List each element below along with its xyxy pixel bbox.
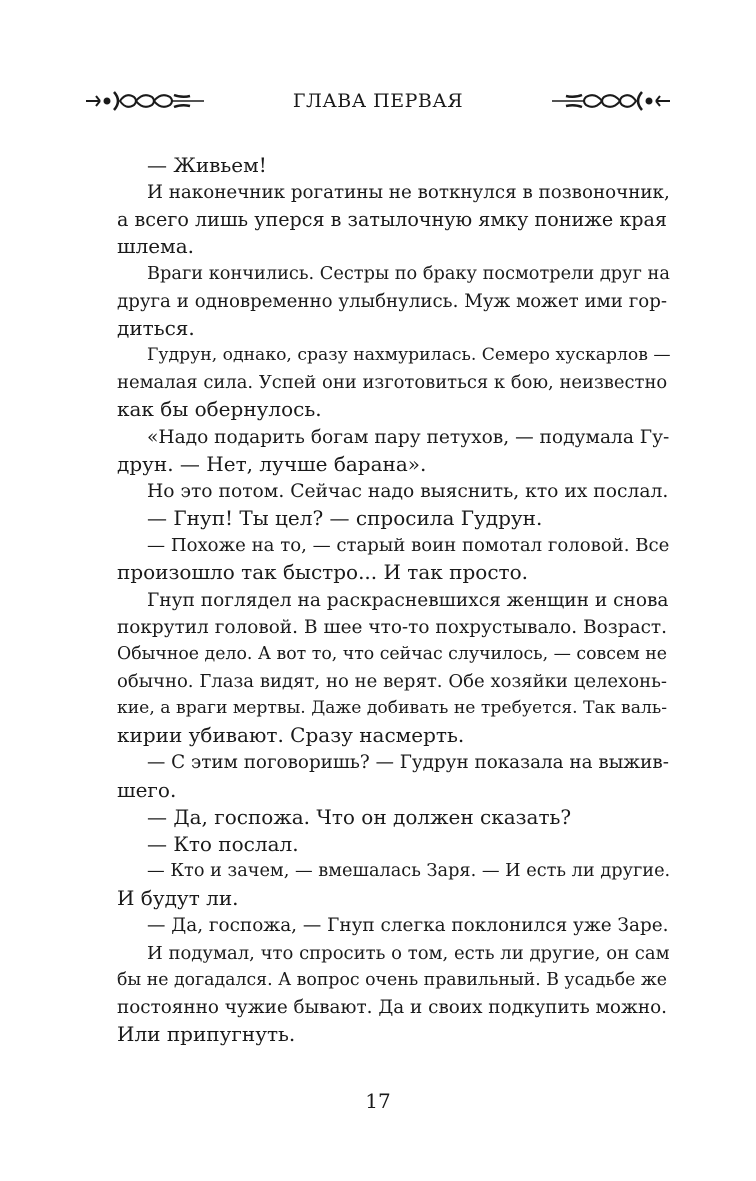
text-line: покрутил головой. В шее что-то похрустывало. Возраст.	[117, 616, 667, 638]
text-line: Гудрун, однако, сразу нахмурилась. Семеро хускарлов —	[147, 345, 671, 366]
text-line: «Надо подарить богам пару петухов, — подумала Гу-	[147, 426, 670, 448]
text-line: И наконечник рогатины не воткнулся в позвоночник,	[147, 182, 670, 204]
text-line: — Живьем!	[147, 153, 267, 177]
text-line: Или припугнуть.	[117, 1022, 296, 1046]
text-line: Враги кончились. Сестры по браку посмотрели друг на	[147, 263, 670, 284]
text-line: как бы обернулось.	[117, 397, 322, 422]
text-line: — Да, госпожа. Что он должен сказать?	[147, 804, 572, 829]
page-number: 17	[365, 1089, 391, 1113]
text-line: произошло так быстро... И так просто.	[117, 560, 528, 585]
paragraph	[117, 179, 670, 260]
paragraph	[117, 505, 667, 532]
chapter-title: ГЛАВА ПЕРВАЯ	[292, 90, 464, 112]
text-line: И подумал, что спросить о том, есть ли другие, он сам	[147, 942, 670, 964]
paragraph	[117, 152, 667, 179]
text-line: шлема.	[117, 234, 194, 259]
paragraph	[117, 342, 671, 423]
text-line: — Похоже на то, — старый воин помотал головой. Все	[147, 535, 670, 557]
text-line: Но это потом. Сейчас надо выяснить, кто их послал.	[147, 480, 669, 502]
text-line: немалая сила. Успей они изготовиться к бою, неизвестно	[117, 372, 668, 394]
text-line: Гнуп поглядел на раскрасневшихся женщин и снова	[147, 589, 669, 611]
text-line: постоянно чужие бывают. Да и своих подкупить можно.	[117, 996, 667, 1018]
text-line: друн. — Нет, лучше барана».	[117, 451, 427, 476]
paragraph	[117, 912, 667, 939]
paragraph	[117, 858, 671, 912]
paragraph	[117, 532, 670, 586]
running-header	[86, 84, 670, 118]
text-line: бы не догадался. А вопрос очень правильный. В усадьбе же	[117, 969, 668, 990]
text-line: кирии убивают. Сразу насмерть.	[117, 723, 465, 748]
text-line: друга и одновременно улыбнулись. Муж может ими гор-	[117, 290, 667, 312]
paragraph	[117, 587, 667, 750]
text-line: диться.	[117, 315, 195, 340]
text-line: — Да, госпожа, — Гнуп слегка поклонился уже Заре.	[147, 915, 669, 937]
paragraph	[117, 749, 667, 803]
text-line: — Гнуп! Ты цел? — спросила Гудрун.	[147, 506, 543, 531]
right-ornament-icon	[550, 84, 670, 118]
text-line: Обычное дело. А вот то, что сейчас случилось, — совсем не	[117, 643, 667, 664]
text-line: — Кто и зачем, — вмешалась Заря. — И есть ли другие.	[147, 861, 671, 882]
body-text	[117, 152, 671, 1048]
paragraph	[117, 940, 670, 1049]
text-line: И будут ли.	[117, 886, 239, 911]
text-line: кие, а враги мертвы. Даже добивать не требуется. Так валь-	[117, 698, 667, 719]
paragraph	[117, 478, 667, 505]
paragraph	[117, 804, 667, 831]
paragraph	[117, 831, 667, 858]
text-line: обычно. Глаза видят, но не верят. Обе хозяйки целехонь-	[117, 670, 667, 692]
text-line: — С этим поговоришь? — Гудрун показала на выжив-	[147, 752, 669, 774]
text-line: шего.	[117, 777, 177, 802]
paragraph	[117, 261, 670, 342]
text-line: а всего лишь уперся в затылочную ямку пониже края	[117, 208, 667, 232]
paragraph	[117, 424, 670, 478]
text-line: — Кто послал.	[147, 831, 299, 856]
